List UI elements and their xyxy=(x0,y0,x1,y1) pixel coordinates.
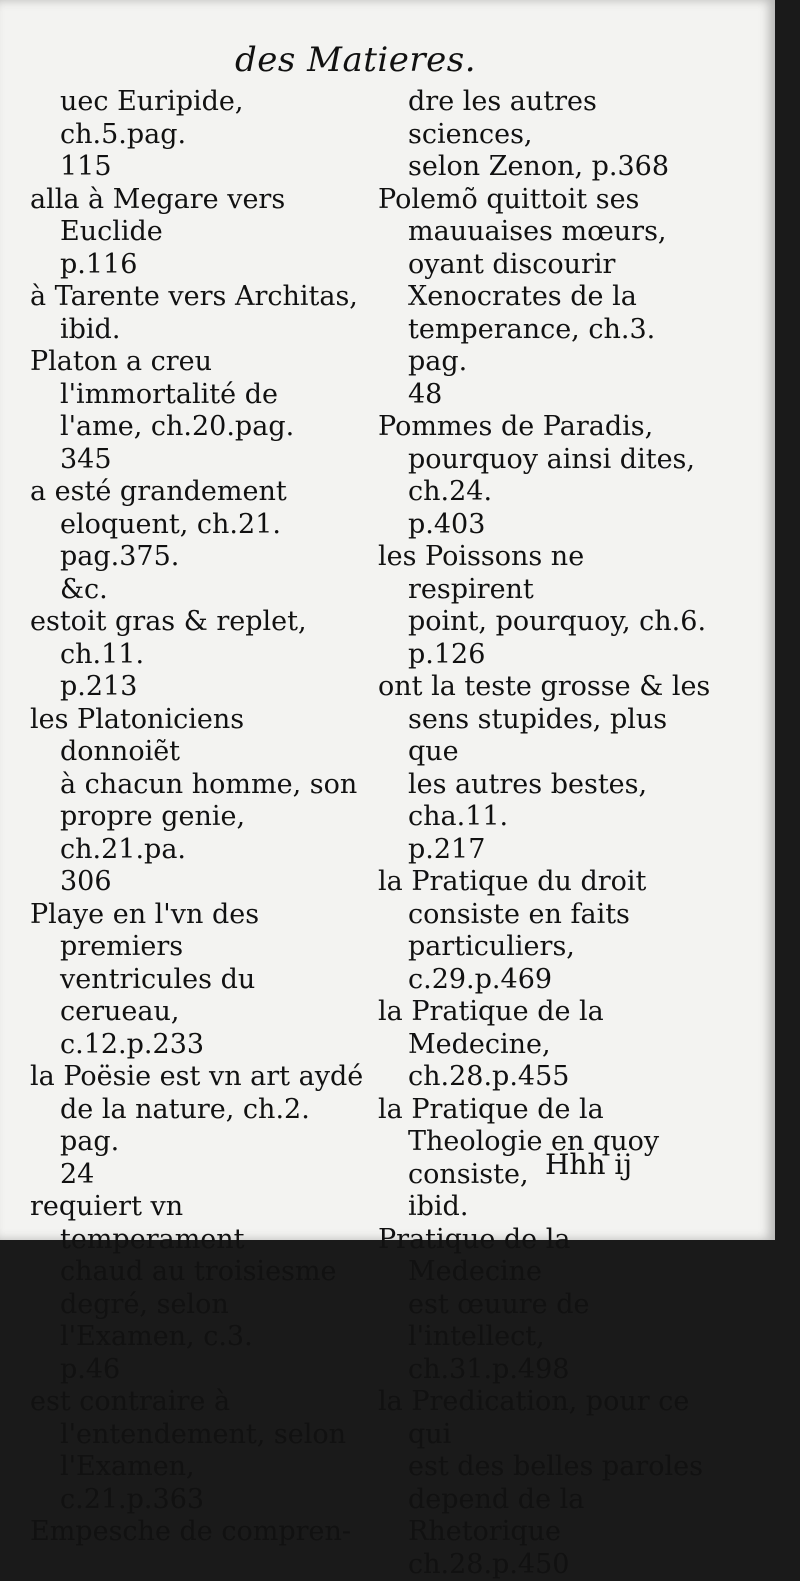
index-entry: est contraire à l'entendement, selon l'Examen, c.21.p.363 xyxy=(30,1386,347,1515)
index-column-right xyxy=(378,86,713,1581)
index-entry: Pommes de Paradis, pourquoy ainsi dites, ch.24. p.403 xyxy=(378,411,695,540)
index-entry: requiert vn temperament chaud au troisiesme degré, selon l'Examen, c.3. p.46 xyxy=(30,1191,337,1385)
index-entry: alla à Megare vers Euclide p.116 xyxy=(30,183,286,280)
index-entry: Polemõ quittoit ses mauuaises mœurs, oyant discourir Xenocrates de la temperance, ch.3. pag. 48 xyxy=(378,183,667,410)
index-entry: les Platoniciens donnoiẽt à chacun homme, son propre genie, ch.21.pa. 306 xyxy=(30,703,358,897)
index-entry: uec Euripide, ch.5.pag. 115 xyxy=(60,86,244,182)
index-entry: Empesche de compren- xyxy=(30,1516,352,1547)
index-entry: dre les autres sciences, selon Zenon, p.368 xyxy=(408,86,670,182)
index-entry: Playe en l'vn des premiers ventricules du cerueau, c.12.p.233 xyxy=(30,898,260,1060)
index-entry: la Pratique de la Theologie en quoy consiste, ibid. xyxy=(378,1093,660,1222)
index-entry: la Pratique du droit consiste en faits particuliers, c.29.p.469 xyxy=(378,866,647,995)
index-entry: la Poësie est vn art aydé de la nature, ch.2. pag. 24 xyxy=(30,1061,364,1190)
index-entry: ont la teste grosse & les sens stupides, plus que les autres bestes, cha.11. p.217 xyxy=(378,671,711,865)
index-entry: estoit gras & replet, ch.11. p.213 xyxy=(30,606,307,702)
index-entry: a esté grandement eloquent, ch.21. pag.375. &c. xyxy=(30,476,287,605)
index-column-left xyxy=(30,86,365,1549)
index-entry: à Tarente vers Architas, ibid. xyxy=(30,281,358,345)
running-header: des Matieres. xyxy=(235,40,477,80)
index-entry: la Pratique de la Medecine, ch.28.p.455 xyxy=(378,996,604,1092)
index-entry: les Poissons ne respirent point, pourquoy, ch.6. p.126 xyxy=(378,541,707,670)
index-entry: la Predication, pour ce qui est des belles paroles depend de la Rhetorique ch.28.p.450 xyxy=(378,1386,703,1580)
signature-mark: Hhh ij xyxy=(545,1148,633,1181)
index-entry: Pratique de la Medecine est œuure de l'intellect, ch.31.p.498 xyxy=(378,1223,590,1385)
index-entry: Platon a creu l'immortalité de l'ame, ch.20.pag. 345 xyxy=(30,346,295,475)
